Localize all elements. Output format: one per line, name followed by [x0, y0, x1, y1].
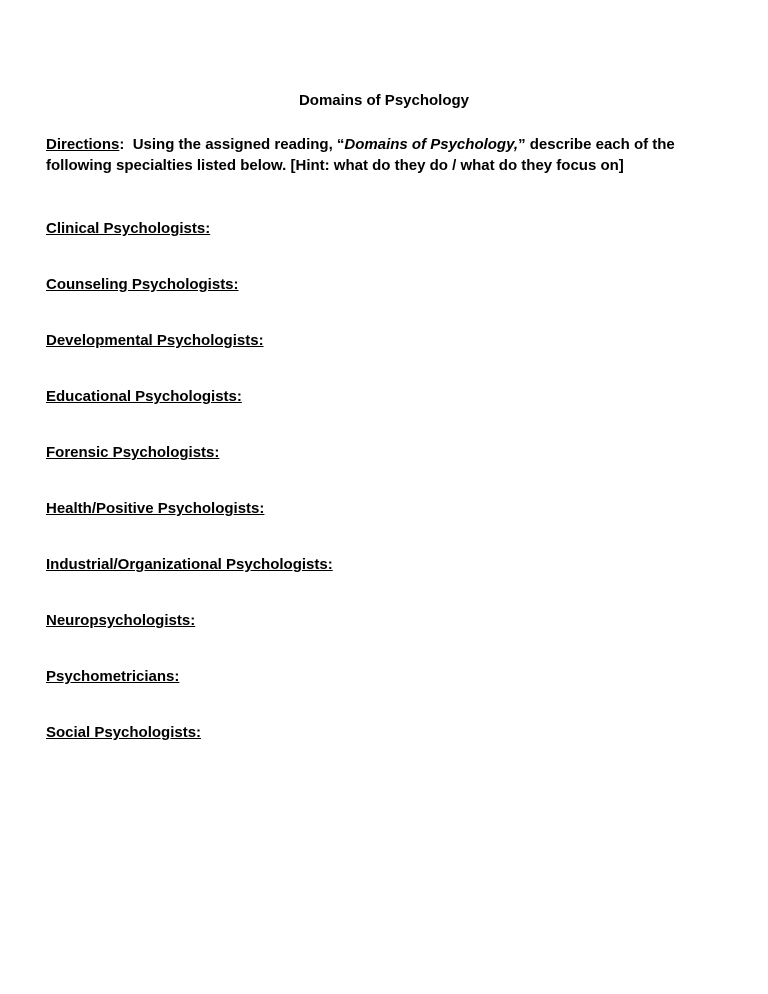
specialty-neuropsychologists: Neuropsychologists:: [46, 612, 196, 629]
specialty-industrial-organizational: Industrial/Organizational Psychologists:: [46, 556, 333, 573]
directions-text-after: ” describe each of the following specialties listed below. [Hint: what do they do / what do they focus on]: [46, 136, 675, 174]
directions-text-before: Using the assigned reading, “: [124, 136, 345, 153]
page-title: Domains of Psychology: [298, 92, 470, 109]
specialty-social: Social Psychologists:: [46, 724, 202, 741]
specialties-list: [46, 219, 333, 779]
reading-title: Domains of Psychology,: [344, 136, 519, 153]
directions-label: Directions: [46, 136, 120, 153]
specialty-counseling: Counseling Psychologists:: [46, 276, 239, 293]
directions-paragraph: [46, 134, 736, 176]
specialty-clinical: Clinical Psychologists:: [46, 220, 211, 237]
specialty-developmental: Developmental Psychologists:: [46, 332, 264, 349]
specialty-health-positive: Health/Positive Psychologists:: [46, 500, 265, 517]
specialty-educational: Educational Psychologists:: [46, 388, 242, 405]
specialty-psychometricians: Psychometricians:: [46, 668, 180, 685]
specialty-forensic: Forensic Psychologists:: [46, 444, 220, 461]
directions-colon: :: [119, 136, 125, 153]
